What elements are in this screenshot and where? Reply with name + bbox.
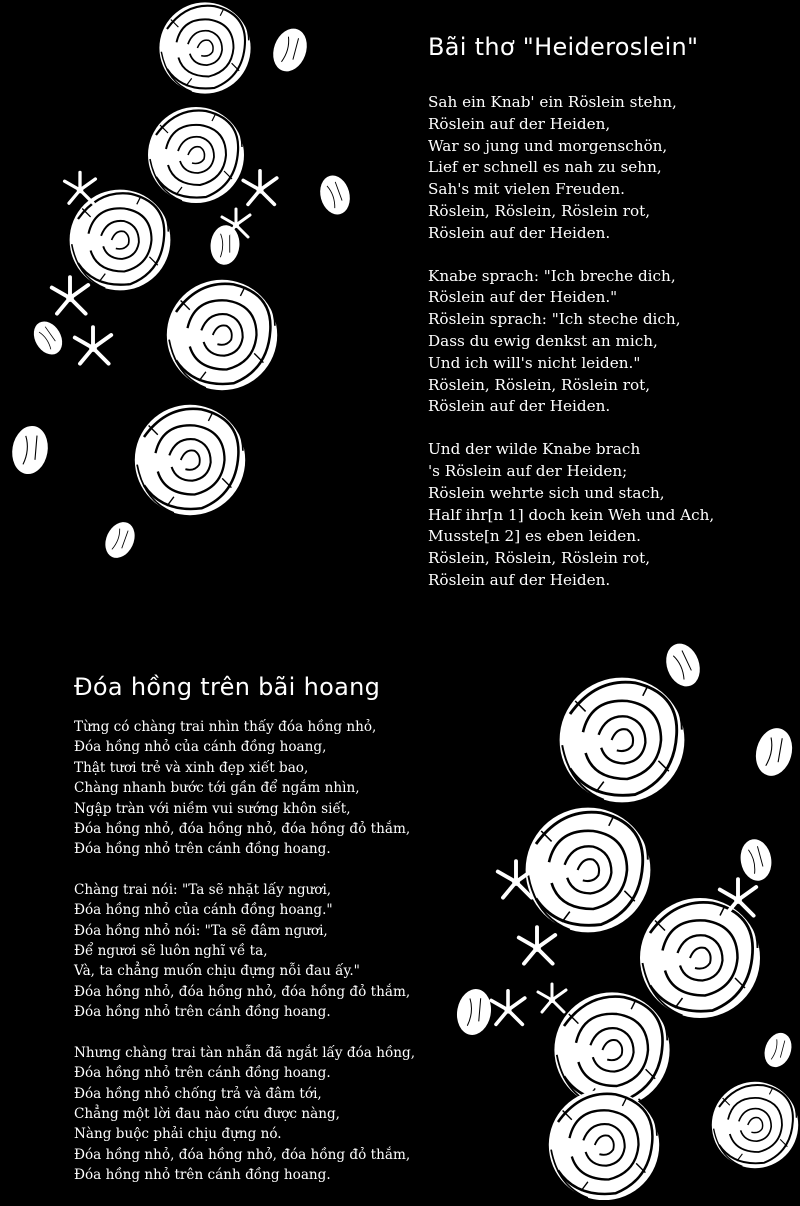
poem-line: Đóa hồng nhỏ trên cánh đồng hoang. <box>74 1004 331 1021</box>
poem-line: Để ngươi sẽ luôn nghĩ về ta, <box>74 943 268 960</box>
poem-line: Chàng trai nói: "Ta sẽ nhặt lấy ngươi, <box>74 881 332 898</box>
rose-cluster-top-left <box>8 2 354 562</box>
poem-line: Röslein auf der Heiden. <box>428 570 611 589</box>
vietnamese-poem <box>74 717 415 1206</box>
poem-line: Đóa hồng nhỏ, đóa hồng nhỏ, đóa hồng đỏ thắm, <box>74 1146 411 1163</box>
poem-line: Röslein, Röslein, Röslein rot, <box>428 549 651 568</box>
poem-line: Röslein auf der Heiden, <box>428 114 611 133</box>
poem-line: Musste[n 2] es eben leiden. <box>428 527 641 546</box>
poem-line: Lief er schnell es nah zu sehn, <box>428 158 662 177</box>
poem-line: Đóa hồng nhỏ của cánh đồng hoang, <box>74 739 327 756</box>
poem-line: Und ich will's nicht leiden." <box>428 353 641 372</box>
poem-line: Röslein auf der Heiden. <box>428 223 611 242</box>
poem-line: Sah's mit vielen Freuden. <box>428 180 625 199</box>
poem-line: Chẳng một lời đau nào cứu được nàng, <box>74 1105 341 1122</box>
poem-line: Đóa hồng nhỏ trên cánh đồng hoang. <box>74 1065 331 1082</box>
poem-line: Đóa hồng nhỏ chống trả và đâm tới, <box>74 1085 322 1102</box>
poem-line: Đóa hồng nhỏ trên cánh đồng hoang. <box>74 841 331 858</box>
poem-line: Chàng nhanh bước tới gần để ngắm nhìn, <box>74 780 360 797</box>
poem-stanza <box>428 439 714 592</box>
poem-line: Thật tươi trẻ và xinh đẹp xiết bao, <box>74 759 309 776</box>
poem-stanza <box>74 717 415 860</box>
poem-line: Röslein sprach: "Ich steche dich, <box>428 310 681 329</box>
poem-line: Nàng buộc phải chịu đựng nó. <box>74 1126 282 1143</box>
poem-line: Đóa hồng nhỏ của cánh đồng hoang." <box>74 902 333 919</box>
poem-line: 's Röslein auf der Heiden; <box>428 461 628 480</box>
poem-line: Ngập tràn với niềm vui sướng khôn siết, <box>74 800 351 817</box>
poem-line: Đóa hồng nhỏ, đóa hồng nhỏ, đóa hồng đỏ thắm, <box>74 821 411 838</box>
poem-stanza <box>74 880 415 1023</box>
poem-line: Đóa hồng nhỏ trên cánh đồng hoang. <box>74 1167 331 1184</box>
poem-line: Röslein, Röslein, Röslein rot, <box>428 375 651 394</box>
vietnamese-poem-title: Đóa hồng trên bãi hoang <box>74 673 381 701</box>
poem-line: Röslein wehrte sich und stach, <box>428 483 665 502</box>
poem-line: Nhưng chàng trai tàn nhẫn đã ngắt lấy đóa hồng, <box>74 1044 416 1061</box>
poem-line: War so jung und morgenschön, <box>428 136 668 155</box>
poem-stanza <box>74 1043 415 1186</box>
poem-line: Knabe sprach: "Ich breche dich, <box>428 266 676 285</box>
poem-stanza <box>428 92 714 245</box>
poem-line: Röslein auf der Heiden. <box>428 397 611 416</box>
poem-line: Half ihr[n 1] doch kein Weh und Ach, <box>428 505 715 524</box>
poem-line: Đóa hồng nhỏ, đóa hồng nhỏ, đóa hồng đỏ thắm, <box>74 983 411 1000</box>
poem-line: Und der wilde Knabe brach <box>428 440 641 459</box>
poem-line: Từng có chàng trai nhìn thấy đóa hồng nhỏ, <box>74 719 377 735</box>
poem-line: Röslein auf der Heiden." <box>428 288 618 307</box>
rose-cluster-bottom-right <box>453 639 798 1200</box>
german-poem-title: Bãi thơ "Heideroslein" <box>428 33 699 61</box>
german-poem <box>428 92 714 613</box>
poem-line: Và, ta chẳng muốn chịu đựng nỗi đau ấy." <box>74 963 360 980</box>
poem-stanza <box>428 266 714 419</box>
poem-line: Đóa hồng nhỏ nói: "Ta sẽ đâm ngươi, <box>74 922 328 939</box>
poem-line: Dass du ewig denkst an mich, <box>428 331 658 350</box>
poem-line: Röslein, Röslein, Röslein rot, <box>428 201 651 220</box>
poem-line: Sah ein Knab' ein Röslein stehn, <box>428 93 677 111</box>
